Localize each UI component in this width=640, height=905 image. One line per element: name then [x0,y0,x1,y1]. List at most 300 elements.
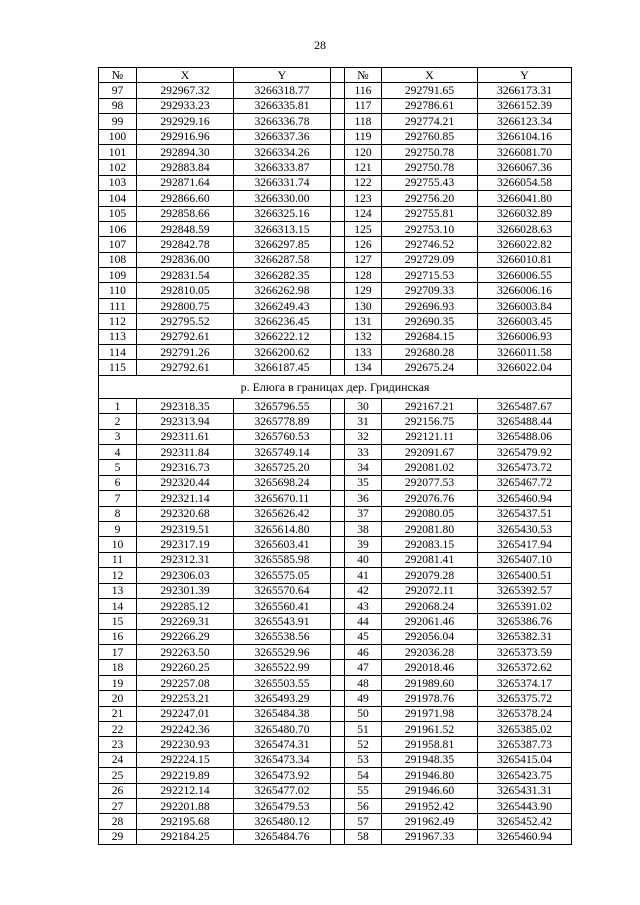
right-num-cell: 127 [345,252,382,267]
right-x-cell: 292750.78 [382,144,478,159]
right-y-cell: 3266067.36 [478,160,572,175]
left-num-cell: 17 [99,645,137,660]
right-x-cell: 292077.53 [382,475,478,490]
left-num-cell: 27 [99,798,137,813]
left-num-cell: 2 [99,414,137,429]
left-num-cell: 12 [99,568,137,583]
left-num-cell: 107 [99,237,137,252]
table-row [99,598,572,613]
column-gap [331,614,345,629]
left-num-cell: 21 [99,706,137,721]
right-y-cell: 3265407.10 [478,552,572,567]
table-row [99,675,572,690]
table-row [99,537,572,552]
column-gap [331,706,345,721]
right-y-cell: 3265392.57 [478,583,572,598]
left-num-cell: 29 [99,829,137,844]
table-row [99,314,572,329]
left-y-cell: 3266318.77 [234,83,331,98]
right-y-cell: 3265374.17 [478,675,572,690]
left-num-cell: 22 [99,722,137,737]
right-num-cell: 56 [345,798,382,813]
right-x-cell: 291952.42 [382,798,478,813]
right-x-cell: 292774.21 [382,114,478,129]
left-num-cell: 6 [99,475,137,490]
column-gap [331,221,345,236]
left-y-cell: 3265522.99 [234,660,331,675]
column-gap [331,521,345,536]
table-row [99,429,572,444]
right-num-cell: 57 [345,814,382,829]
header-y-right: Y [478,68,572,83]
left-x-cell: 292269.31 [137,614,234,629]
right-num-cell: 51 [345,722,382,737]
table-row [99,175,572,190]
left-num-cell: 9 [99,521,137,536]
left-num-cell: 111 [99,298,137,313]
right-y-cell: 3265487.67 [478,398,572,413]
right-num-cell: 33 [345,444,382,459]
right-x-cell: 291958.81 [382,737,478,752]
column-gap [331,414,345,429]
left-num-cell: 19 [99,675,137,690]
right-num-cell: 116 [345,83,382,98]
right-x-cell: 291962.49 [382,814,478,829]
table-row [99,752,572,767]
left-num-cell: 4 [99,444,137,459]
table-row [99,552,572,567]
left-x-cell: 292848.59 [137,221,234,236]
right-x-cell: 292081.80 [382,521,478,536]
left-x-cell: 292810.05 [137,283,234,298]
right-x-cell: 292715.53 [382,268,478,283]
table-row [99,237,572,252]
column-gap [331,722,345,737]
column-gap [331,798,345,813]
left-num-cell: 115 [99,360,137,375]
left-x-cell: 292195.68 [137,814,234,829]
right-num-cell: 133 [345,345,382,360]
column-gap [331,829,345,844]
left-x-cell: 292319.51 [137,521,234,536]
right-y-cell: 3266006.93 [478,329,572,344]
column-gap [331,283,345,298]
right-num-cell: 124 [345,206,382,221]
right-num-cell: 44 [345,614,382,629]
left-x-cell: 292260.25 [137,660,234,675]
right-num-cell: 42 [345,583,382,598]
right-y-cell: 3265431.31 [478,783,572,798]
column-gap [331,645,345,660]
right-x-cell: 291967.33 [382,829,478,844]
table-row [99,783,572,798]
right-num-cell: 39 [345,537,382,552]
left-num-cell: 7 [99,491,137,506]
left-num-cell: 114 [99,345,137,360]
left-num-cell: 109 [99,268,137,283]
left-num-cell: 112 [99,314,137,329]
column-gap [331,783,345,798]
left-x-cell: 292795.52 [137,314,234,329]
right-x-cell: 292091.67 [382,444,478,459]
right-x-cell: 292755.43 [382,175,478,190]
right-y-cell: 3266006.55 [478,268,572,283]
left-x-cell: 292219.89 [137,768,234,783]
left-y-cell: 3266287.58 [234,252,331,267]
table-row [99,521,572,536]
table-row [99,583,572,598]
column-gap [331,206,345,221]
table-row [99,360,572,375]
column-gap [331,660,345,675]
left-num-cell: 20 [99,691,137,706]
left-num-cell: 8 [99,506,137,521]
right-num-cell: 121 [345,160,382,175]
table-row [99,614,572,629]
left-x-cell: 292842.78 [137,237,234,252]
left-x-cell: 292883.84 [137,160,234,175]
left-y-cell: 3265560.41 [234,598,331,613]
right-y-cell: 3266022.04 [478,360,572,375]
table-row [99,691,572,706]
left-y-cell: 3265477.02 [234,783,331,798]
left-y-cell: 3266335.81 [234,98,331,113]
right-x-cell: 292083.15 [382,537,478,552]
right-num-cell: 52 [345,737,382,752]
table-row [99,398,572,413]
column-gap [331,598,345,613]
right-y-cell: 3265400.51 [478,568,572,583]
right-y-cell: 3265460.94 [478,491,572,506]
column-gap [331,629,345,644]
right-num-cell: 34 [345,460,382,475]
left-y-cell: 3265698.24 [234,475,331,490]
right-x-cell: 292056.04 [382,629,478,644]
right-num-cell: 37 [345,506,382,521]
right-y-cell: 3266173.31 [478,83,572,98]
left-num-cell: 110 [99,283,137,298]
right-x-cell: 292791.65 [382,83,478,98]
right-num-cell: 36 [345,491,382,506]
right-y-cell: 3266081.70 [478,144,572,159]
column-gap [331,768,345,783]
left-num-cell: 104 [99,191,137,206]
table-row [99,506,572,521]
table-row [99,98,572,113]
left-y-cell: 3266249.43 [234,298,331,313]
column-gap [331,691,345,706]
table-row [99,283,572,298]
table-row [99,191,572,206]
left-y-cell: 3265796.55 [234,398,331,413]
table-row [99,629,572,644]
header-num-right: № [345,68,382,83]
left-y-cell: 3266334.26 [234,144,331,159]
right-num-cell: 43 [345,598,382,613]
left-y-cell: 3265543.91 [234,614,331,629]
left-x-cell: 292321.14 [137,491,234,506]
left-x-cell: 292306.03 [137,568,234,583]
right-x-cell: 292786.61 [382,98,478,113]
left-y-cell: 3266236.45 [234,314,331,329]
left-x-cell: 292247.01 [137,706,234,721]
right-y-cell: 3266003.84 [478,298,572,313]
left-y-cell: 3265760.53 [234,429,331,444]
right-y-cell: 3266032.89 [478,206,572,221]
left-num-cell: 97 [99,83,137,98]
right-num-cell: 31 [345,414,382,429]
left-x-cell: 292858.66 [137,206,234,221]
left-num-cell: 25 [99,768,137,783]
right-num-cell: 129 [345,283,382,298]
left-y-cell: 3266336.78 [234,114,331,129]
left-y-cell: 3265473.92 [234,768,331,783]
right-num-cell: 32 [345,429,382,444]
right-num-cell: 125 [345,221,382,236]
right-num-cell: 117 [345,98,382,113]
table-row [99,129,572,144]
table-row [99,829,572,844]
left-num-cell: 113 [99,329,137,344]
left-y-cell: 3265503.55 [234,675,331,690]
left-y-cell: 3266282.35 [234,268,331,283]
left-y-cell: 3266331.74 [234,175,331,190]
right-num-cell: 126 [345,237,382,252]
left-y-cell: 3266333.87 [234,160,331,175]
left-x-cell: 292311.84 [137,444,234,459]
right-y-cell: 3265467.72 [478,475,572,490]
right-num-cell: 123 [345,191,382,206]
left-num-cell: 5 [99,460,137,475]
right-x-cell: 292709.33 [382,283,478,298]
left-x-cell: 292285.12 [137,598,234,613]
column-gap [331,444,345,459]
left-num-cell: 13 [99,583,137,598]
table-row [99,460,572,475]
left-num-cell: 26 [99,783,137,798]
column-gap [331,129,345,144]
left-x-cell: 292800.75 [137,298,234,313]
right-num-cell: 38 [345,521,382,536]
left-num-cell: 15 [99,614,137,629]
left-x-cell: 292301.39 [137,583,234,598]
left-num-cell: 103 [99,175,137,190]
right-x-cell: 291961.52 [382,722,478,737]
right-x-cell: 292080.05 [382,506,478,521]
left-x-cell: 292263.50 [137,645,234,660]
left-y-cell: 3266325.16 [234,206,331,221]
left-x-cell: 292933.23 [137,98,234,113]
left-x-cell: 292312.31 [137,552,234,567]
right-y-cell: 3266152.39 [478,98,572,113]
column-gap [331,568,345,583]
header-num-left: № [99,68,137,83]
left-num-cell: 24 [99,752,137,767]
left-x-cell: 292320.44 [137,475,234,490]
left-x-cell: 292201.88 [137,798,234,813]
right-num-cell: 130 [345,298,382,313]
table-row [99,83,572,98]
right-x-cell: 292068.24 [382,598,478,613]
column-gap [331,475,345,490]
left-x-cell: 292313.94 [137,414,234,429]
left-y-cell: 3266330.00 [234,191,331,206]
left-num-cell: 100 [99,129,137,144]
right-y-cell: 3265372.62 [478,660,572,675]
table-row [99,252,572,267]
right-num-cell: 47 [345,660,382,675]
left-num-cell: 99 [99,114,137,129]
left-x-cell: 292316.73 [137,460,234,475]
column-gap [331,114,345,129]
right-num-cell: 55 [345,783,382,798]
right-num-cell: 53 [345,752,382,767]
right-y-cell: 3266028.63 [478,221,572,236]
left-num-cell: 10 [99,537,137,552]
column-gap [331,752,345,767]
table-row [99,144,572,159]
table-row [99,706,572,721]
right-x-cell: 292696.93 [382,298,478,313]
right-num-cell: 132 [345,329,382,344]
right-y-cell: 3265385.02 [478,722,572,737]
table-row [99,568,572,583]
column-gap [331,398,345,413]
column-gap [331,429,345,444]
column-gap [331,552,345,567]
table-row [99,345,572,360]
left-x-cell: 292916.96 [137,129,234,144]
right-x-cell: 292755.81 [382,206,478,221]
right-x-cell: 291971.98 [382,706,478,721]
right-x-cell: 292072.11 [382,583,478,598]
page-number: 28 [314,38,326,52]
table-row [99,475,572,490]
right-y-cell: 3266022.82 [478,237,572,252]
right-num-cell: 128 [345,268,382,283]
left-y-cell: 3265480.70 [234,722,331,737]
left-num-cell: 98 [99,98,137,113]
table-row [99,268,572,283]
right-num-cell: 45 [345,629,382,644]
right-y-cell: 3265386.76 [478,614,572,629]
right-y-cell: 3266104.16 [478,129,572,144]
left-y-cell: 3265538.56 [234,629,331,644]
right-num-cell: 30 [345,398,382,413]
table-row [99,645,572,660]
left-y-cell: 3265480.12 [234,814,331,829]
right-num-cell: 35 [345,475,382,490]
right-x-cell: 292156.75 [382,414,478,429]
right-x-cell: 291978.76 [382,691,478,706]
left-x-cell: 292318.35 [137,398,234,413]
left-y-cell: 3266297.85 [234,237,331,252]
left-x-cell: 292266.29 [137,629,234,644]
right-y-cell: 3265391.02 [478,598,572,613]
right-num-cell: 48 [345,675,382,690]
left-y-cell: 3265585.98 [234,552,331,567]
right-y-cell: 3265430.53 [478,521,572,536]
left-y-cell: 3265493.29 [234,691,331,706]
column-gap [331,237,345,252]
left-y-cell: 3265575.05 [234,568,331,583]
right-y-cell: 3266010.81 [478,252,572,267]
right-y-cell: 3265423.75 [478,768,572,783]
left-y-cell: 3266262.98 [234,283,331,298]
column-gap [331,675,345,690]
table-row [99,414,572,429]
right-num-cell: 131 [345,314,382,329]
right-num-cell: 134 [345,360,382,375]
column-gap [331,814,345,829]
right-y-cell: 3265387.73 [478,737,572,752]
table-row [99,814,572,829]
right-x-cell: 291946.60 [382,783,478,798]
left-x-cell: 292242.36 [137,722,234,737]
right-y-cell: 3265460.94 [478,829,572,844]
header-y-left: Y [234,68,331,83]
left-x-cell: 292791.26 [137,345,234,360]
left-num-cell: 11 [99,552,137,567]
right-x-cell: 292690.35 [382,314,478,329]
left-num-cell: 23 [99,737,137,752]
left-x-cell: 292257.08 [137,675,234,690]
left-y-cell: 3266200.62 [234,345,331,360]
right-x-cell: 292076.76 [382,491,478,506]
right-x-cell: 292061.46 [382,614,478,629]
right-y-cell: 3265473.72 [478,460,572,475]
left-y-cell: 3265778.89 [234,414,331,429]
right-num-cell: 122 [345,175,382,190]
column-gap [331,491,345,506]
right-y-cell: 3265375.72 [478,691,572,706]
right-y-cell: 3265488.44 [478,414,572,429]
right-x-cell: 292756.20 [382,191,478,206]
left-x-cell: 292224.15 [137,752,234,767]
left-x-cell: 292317.19 [137,537,234,552]
right-num-cell: 54 [345,768,382,783]
section-title: р. Елюга в границах дер. Гридинская [99,375,572,398]
right-y-cell: 3266003.45 [478,314,572,329]
right-x-cell: 292167.21 [382,398,478,413]
section-body [99,375,572,398]
left-y-cell: 3266187.45 [234,360,331,375]
left-y-cell: 3265603.41 [234,537,331,552]
left-x-cell: 292929.16 [137,114,234,129]
column-gap [331,314,345,329]
right-num-cell: 40 [345,552,382,567]
left-x-cell: 292866.60 [137,191,234,206]
left-x-cell: 292230.93 [137,737,234,752]
right-y-cell: 3266006.16 [478,283,572,298]
table-row [99,329,572,344]
section-row [99,375,572,398]
left-x-cell: 292836.00 [137,252,234,267]
right-num-cell: 50 [345,706,382,721]
column-gap [331,175,345,190]
right-y-cell: 3265417.94 [478,537,572,552]
left-x-cell: 292831.54 [137,268,234,283]
right-num-cell: 119 [345,129,382,144]
left-y-cell: 3265614.80 [234,521,331,536]
left-num-cell: 28 [99,814,137,829]
left-num-cell: 1 [99,398,137,413]
right-x-cell: 292121.11 [382,429,478,444]
table-row [99,798,572,813]
right-y-cell: 3265437.51 [478,506,572,521]
coordinates-table [98,67,572,845]
right-y-cell: 3265479.92 [478,444,572,459]
